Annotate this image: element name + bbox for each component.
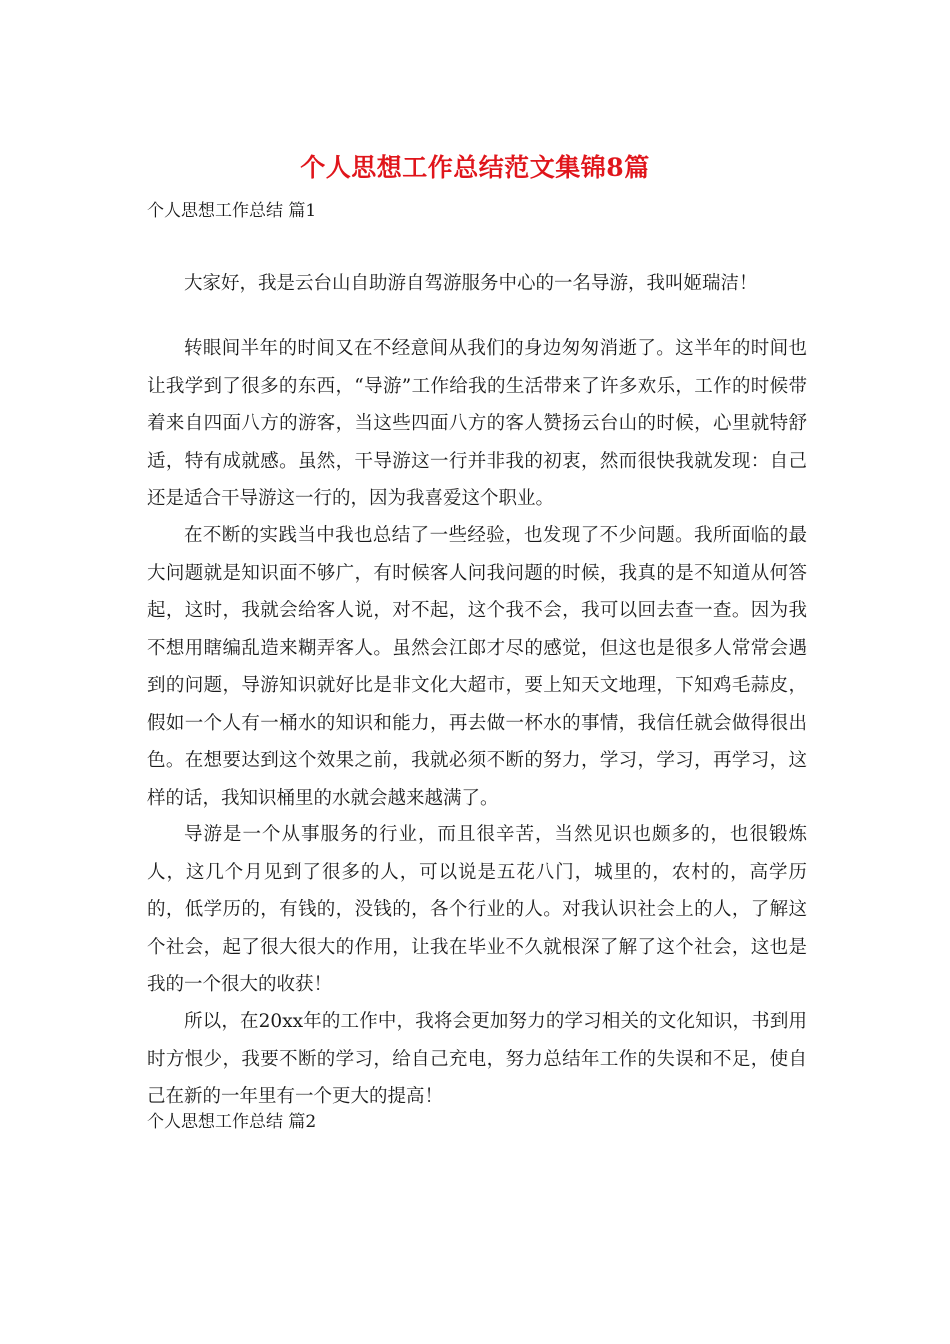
document-title: 个人思想工作总结范文集锦8篇	[300, 153, 650, 182]
paragraph-2: 在不断的实践当中我也总结了一些经验，也发现了不少问题。我所面临的最大问题就是知识面不够广，有时候客人问我问题的时候，我真的是不知道从何答起，这时，我就会给客人说，对不起，这个我不会，我可以回去查一查。因为我不想用瞎编乱造来糊弄客人。虽然会江郎才尽的感觉，但这也是很多人常常会遇到的问题，导游知识就好比是非文化大超市，要上知天文地理，下知鸡毛蒜皮，假如一个人有一桶水的知识和能力，再去做一杯水的事情，我信任就会做得很出色。在想要达到这个效果之前，我就必须不断的努力，学习，学习，再学习，这样的话，我知识桶里的水就会越来越满了。	[147, 525, 807, 809]
paragraph-1: 转眼间半年的时间又在不经意间从我们的身边匆匆消逝了。这半年的时间也让我学到了很多的东西，“导游”工作给我的生活带来了许多欢乐，工作的时候带着来自四面八方的游客，当这些四面八方的客人赞扬云台山的时候，心里就特舒适，特有成就感。虽然，干导游这一行并非我的初衷，然而很快我就发现：自己还是适合干导游这一行的，因为我喜爱这个职业。	[147, 338, 807, 509]
paragraph-3: 导游是一个从事服务的行业，而且很辛苦，当然见识也颇多的，也很锻炼人，这几个月见到了很多的人，可以说是五花八门，城里的，农村的，高学历的，低学历的，有钱的，没钱的，各个行业的人。对我认识社会上的人，了解这个社会，起了很大很大的作用，让我在毕业不久就根深了解了这个社会，这也是我的一个很大的收获！	[147, 824, 807, 995]
paragraph-greeting: 大家好，我是云台山自助游自驾游服务中心的一名导游，我叫姬瑞洁！	[184, 273, 758, 294]
paragraph-4: 所以，在20xx年的工作中，我将会更加努力的学习相关的文化知识，书到用时方恨少，我要不断的学习，给自己充电，努力总结年工作的失误和不足，使自己在新的一年里有一个更大的提高！	[147, 1011, 807, 1107]
section-heading-1: 个人思想工作总结 篇1	[147, 201, 317, 221]
section-heading-2: 个人思想工作总结 篇2	[147, 1112, 317, 1132]
